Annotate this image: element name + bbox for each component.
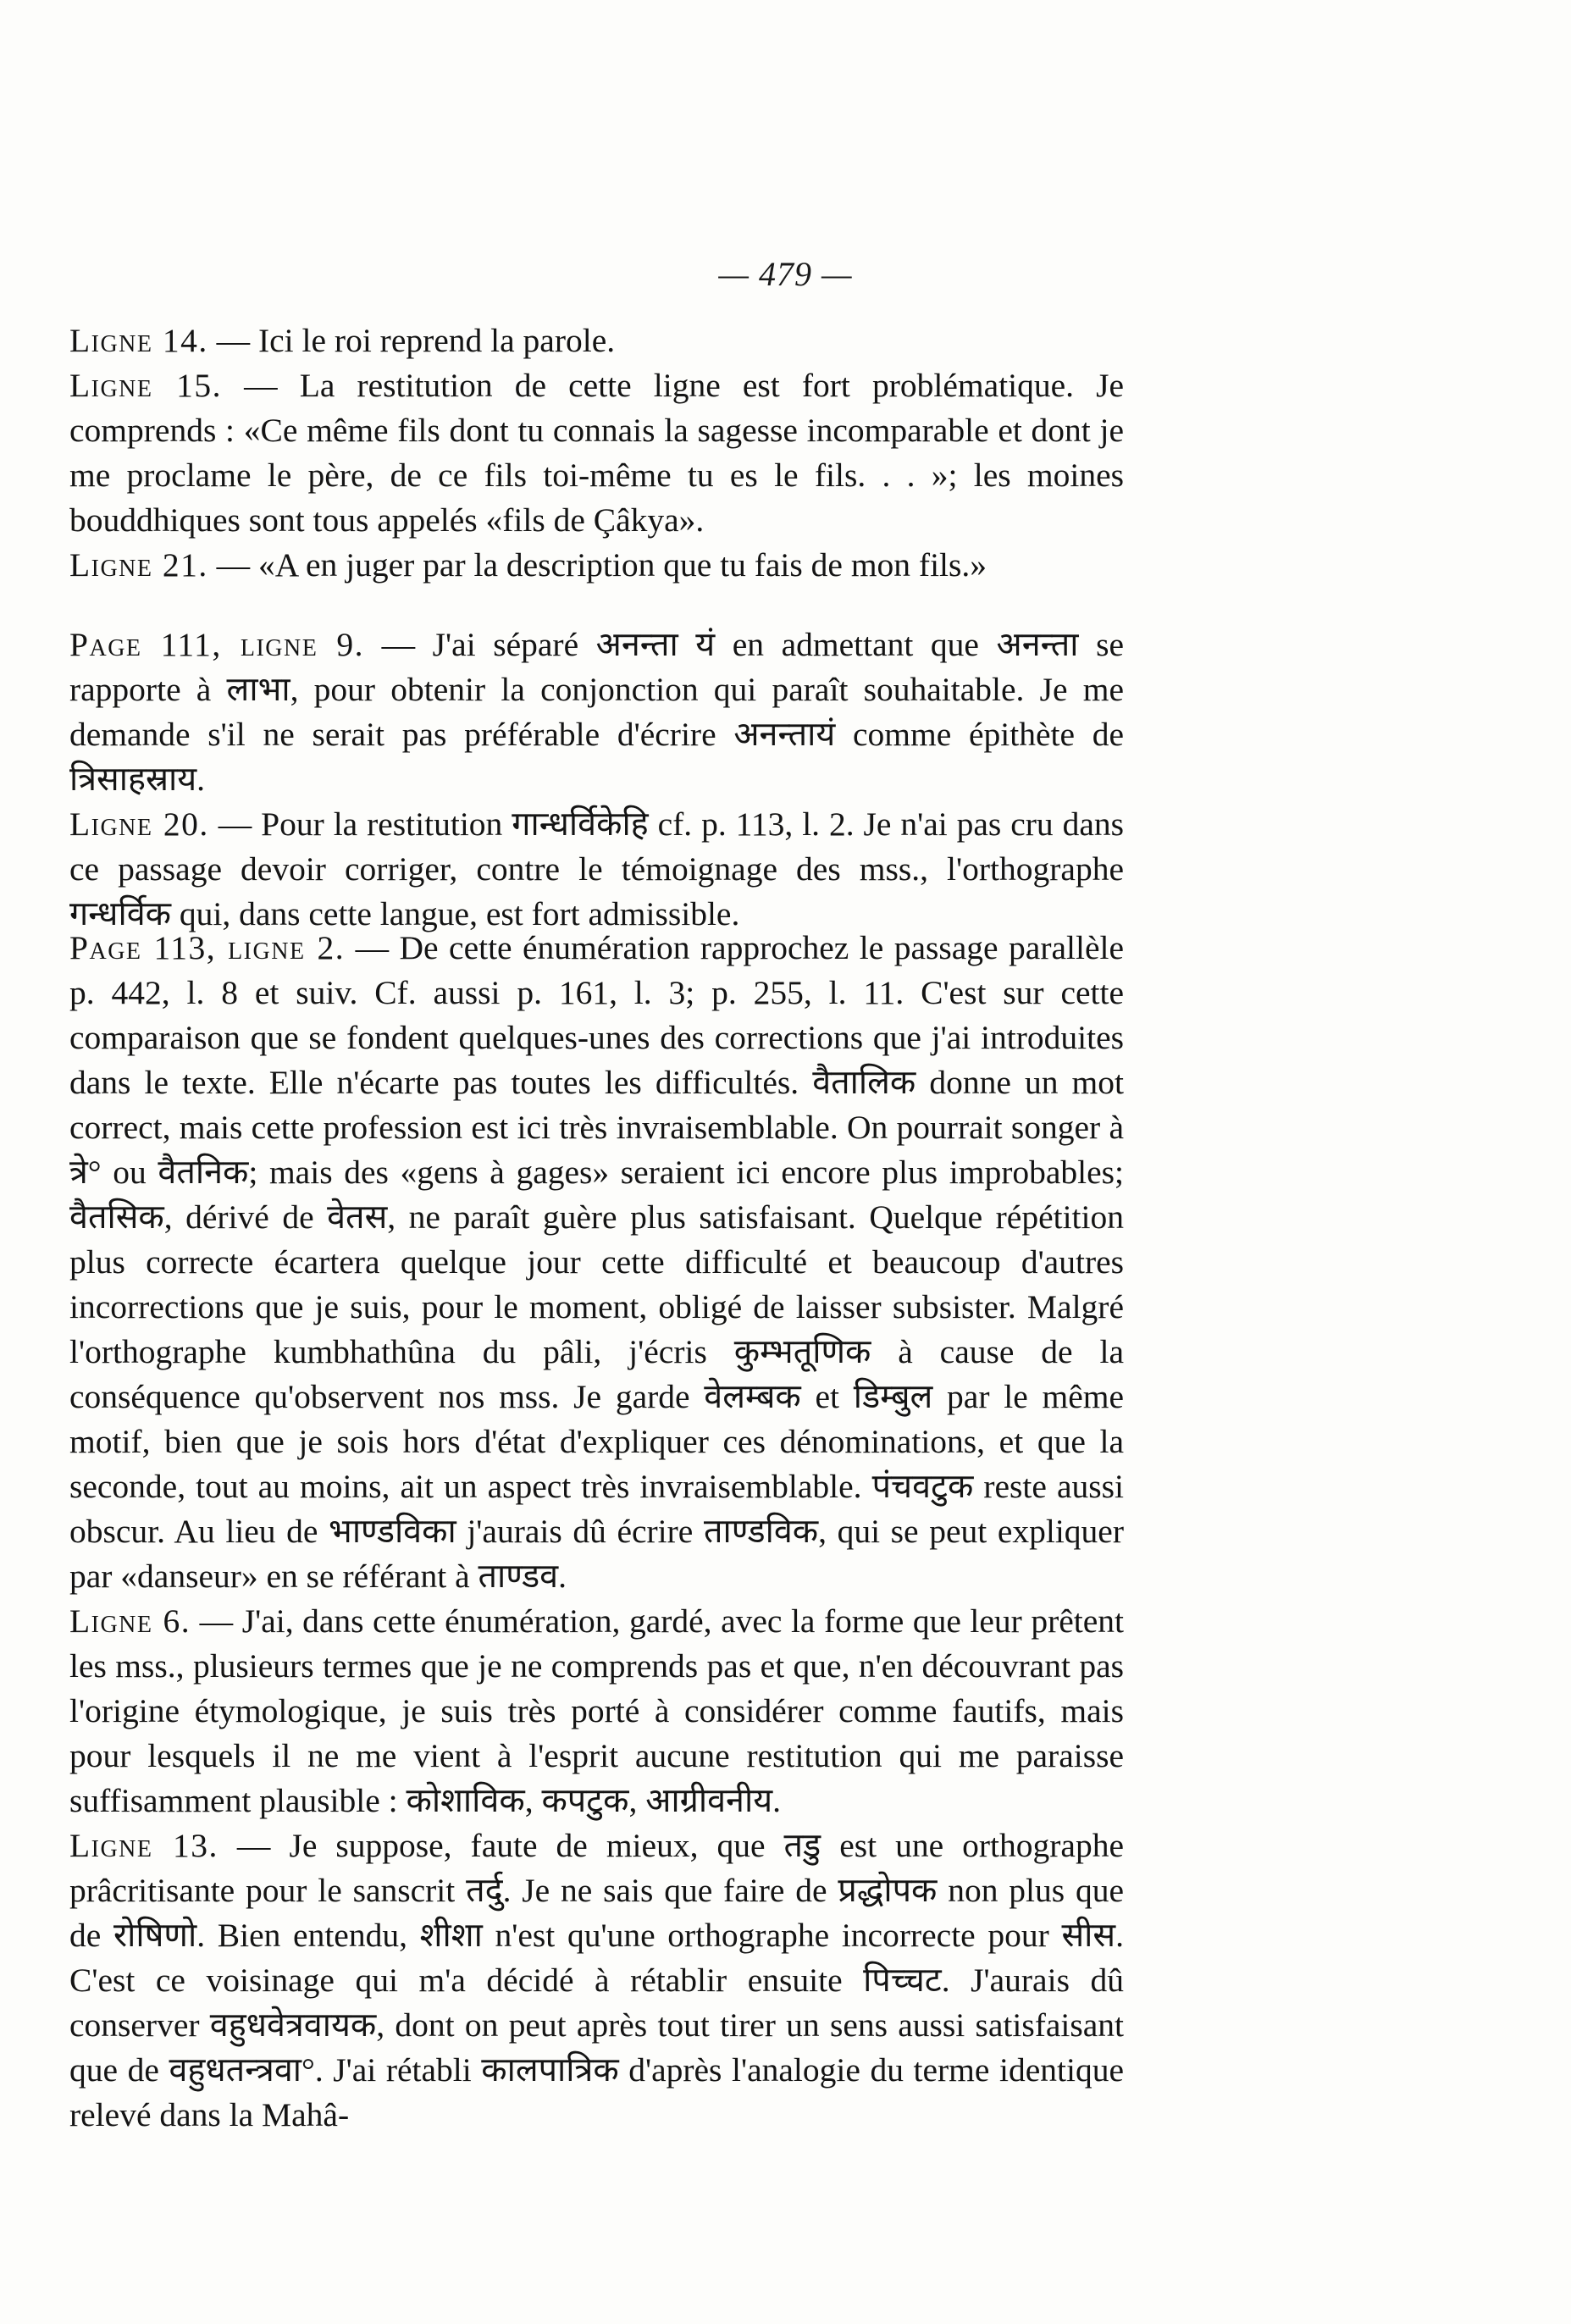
paragraph-text: — Ici le roi reprend la parole. (207, 322, 616, 359)
paragraph-text: — Pour la restitution गान्धर्विकेहि cf. p. 113, l. 2. Je n'ai pas cru dans ce passage devoir corriger, contre le témoignage des mss., l'orthographe गन्धर्विक qui, dans cette langue, est fort admissible. (69, 805, 1124, 932)
paragraph-lead: Page 113, ligne 2. (69, 929, 346, 966)
paragraph (69, 318, 1124, 363)
paragraph (69, 363, 1124, 543)
paragraph-lead: Ligne 13. (69, 1827, 219, 1864)
paragraph (69, 622, 1124, 802)
paragraph-lead: Ligne 15. (69, 367, 222, 404)
paragraph-lead: Ligne 20. (69, 805, 209, 843)
paragraph-text: — «A en juger par la description que tu fais de mon fils.» (207, 546, 987, 584)
paragraph-lead: Ligne 21. (69, 546, 208, 584)
paragraph (69, 543, 1124, 588)
paragraph-text: — J'ai, dans cette énumération, gardé, avec la forme que leur prêtent les mss., plusieurs termes que je ne comprends pas et que, n'en découvrant pas l'origine étymologique, je suis très porté à considérer comme fautifs, mais pour lesquels il ne me vient à l'esprit aucune restitution qui me paraisse suffisamment plausible : कोशाविक, कपटुक, आग्रीवनीय. (69, 1602, 1125, 1819)
paragraph (69, 926, 1124, 1599)
paragraph-text: — De cette énumération rapprochez le passage parallèle p. 442, l. 8 et suiv. Cf. aussi p. 161, l. 3; p. 255, l. 11. C'est sur cette comparaison que se fondent quelques-unes des corrections que j'ai introduites dans le texte. Elle n'écarte pas toutes les difficultés. वैतालिक donne un mot correct, mais cette profession est ici très invraisemblable. On pourrait songer à त्रे° ou वैतनिक; mais des «gens à gages» seraient ici encore plus improbables; वैतसिक, dérivé de वेतस, ne paraît guère plus satisfaisant. Quelque répétition plus correcte écartera quelque jour cette difficulté et beaucoup d'autres incorrections que je suis, pour le moment, obligé de laisser subsister. Malgré l'orthographe kumbhathûna du pâli, j'écris कुम्भतूणिक à cause de la conséquence qu'observent nos mss. Je garde वेलम्बक et डिम्बुल par le même motif, bien que je sois hors d'état d'expliquer ces dénominations, et que la seconde, tout au moins, ait un aspect très invraisemblable. पंचवटुक reste aussi obscur. Au lieu de भाण्डविका j'aurais dû écrire ताण्डविक, qui se peut expliquer par «danseur» en se référant à ताण्डव. (69, 929, 1124, 1595)
paragraph-lead: Ligne 14. (69, 322, 208, 359)
paragraph-text: — La restitution de cette ligne est fort problématique. Je comprends : «Ce même fils dont tu connais la sagesse incomparable et dont je me proclame le père, de ce fils toi-même tu es le fils. . . »; les moines bouddhiques sont tous appelés «fils de Çâkya». (69, 367, 1125, 539)
paragraph-lead: Ligne 6. (69, 1602, 191, 1640)
text-section-3 (69, 926, 1124, 2138)
page-number: — 479 — (718, 255, 853, 293)
paragraph-text: — Je suppose, faute de mieux, que तडु est une orthographe prâcritisante pour le sanscrit तर्दु. Je ne sais que faire de प्रद्धोपक non plus que de रोषिणो. Bien entendu, शीशा n'est qu'une orthographe incorrecte pour सीस. C'est ce voisinage qui m'a décidé à rétablir ensuite पिच्चट. J'aurais dû conserver वहुधवेत्रवायक, dont on peut après tout tirer un sens aussi satisfaisant que de वहुधतन्त्रवा°. J'ai rétabli कालपात्रिक d'après l'analogie du terme identique relevé dans la Mahâ- (69, 1827, 1124, 2133)
paragraph-lead: Page 111, ligne 9. (69, 626, 365, 663)
text-section-1 (69, 318, 1124, 588)
paragraph-text: — J'ai séparé अनन्ता यं en admettant que अनन्ता se rapporte à लाभा, pour obtenir la conjonction qui paraît souhaitable. Je me demande s'il ne serait pas préférable d'écrire अनन्तायं comme épithète de त्रिसाहस्राय. (69, 626, 1125, 798)
paragraph (69, 1599, 1124, 1823)
paragraph (69, 802, 1124, 937)
paragraph (69, 1823, 1124, 2138)
text-section-2 (69, 622, 1124, 937)
